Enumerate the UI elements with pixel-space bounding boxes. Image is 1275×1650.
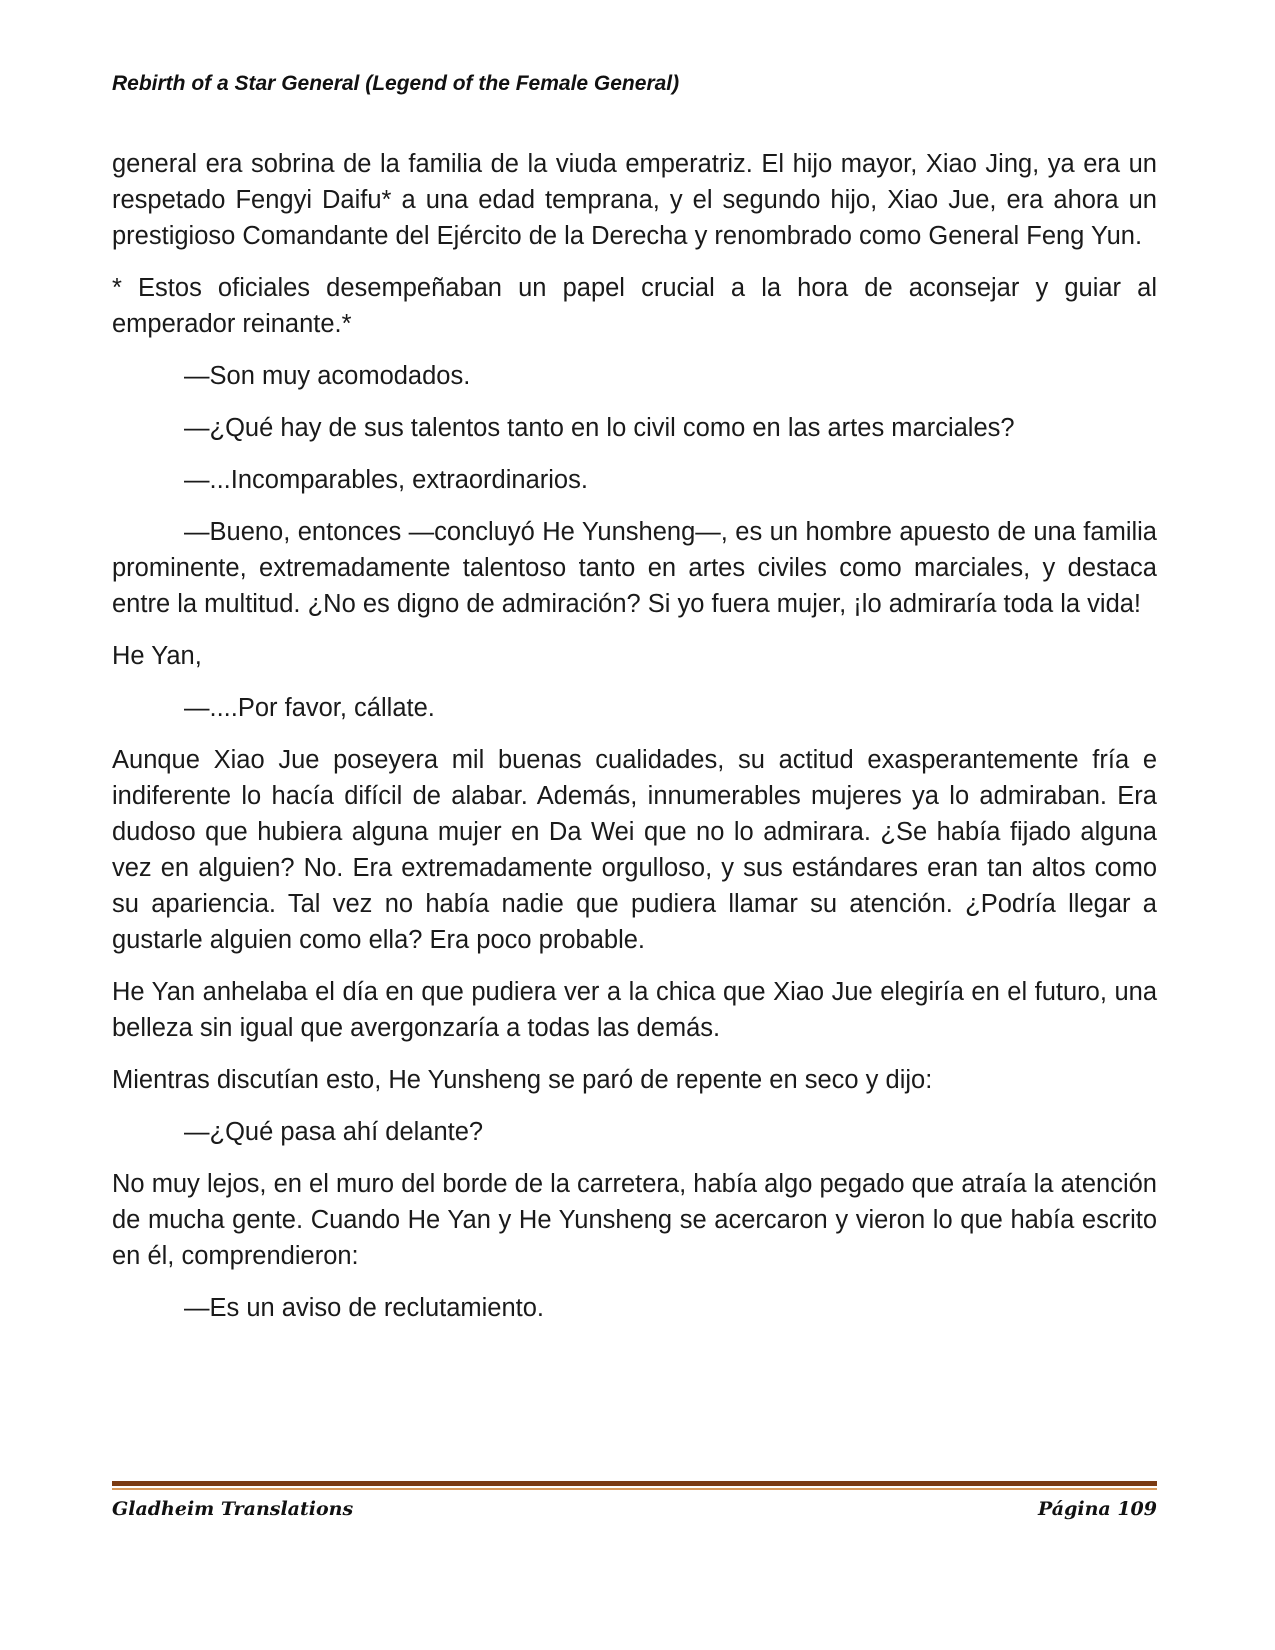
dialog-line: —....Por favor, cállate.	[184, 694, 435, 722]
page-footer	[112, 1498, 1157, 1520]
dialog-line: —Son muy acomodados.	[184, 362, 471, 390]
dialog-line: —Es un aviso de reclutamiento.	[184, 1294, 545, 1322]
dialog-line: —Bueno, entonces —concluyó He Yunsheng—, es un hombre apuesto de una familia prominente, extremadamente talentoso tanto en artes civiles como marciales, y destaca entre la multitud. ¿No es digno de admiración? Si yo fuera mujer, ¡lo admiraría toda la vida!	[112, 518, 1157, 618]
dialog-line: —¿Qué pasa ahí delante?	[184, 1118, 484, 1146]
footer-publisher: Gladheim Translations	[112, 1498, 354, 1520]
dialog-line: —¿Qué hay de sus talentos tanto en lo civil como en las artes marciales?	[184, 414, 1015, 442]
dialog-line: —...Incomparables, extraordinarios.	[184, 466, 588, 494]
paragraph: He Yan,	[112, 642, 202, 670]
paragraph: general era sobrina de la familia de la viuda emperatriz. El hijo mayor, Xiao Jing, ya era un respetado Fengyi Daifu* a una edad temprana, y el segundo hijo, Xiao Jue, era ahora un prestigioso Comandante del Ejército de la Derecha y renombrado como General Feng Yun.	[112, 150, 1157, 250]
paragraph: Mientras discutían esto, He Yunsheng se paró de repente en seco y dijo:	[112, 1066, 933, 1094]
footnote-paragraph: * Estos oficiales desempeñaban un papel crucial a la hora de aconsejar y guiar al emperador reinante.*	[112, 274, 1157, 338]
page-body	[112, 146, 1157, 1342]
paragraph: No muy lejos, en el muro del borde de la carretera, había algo pegado que atraía la atención de mucha gente. Cuando He Yan y He Yunsheng se acercaron y vieron lo que había escrito en él, comprendieron:	[112, 1170, 1157, 1270]
footer-divider-dark	[112, 1481, 1157, 1486]
footer-page-number: Página 109	[1038, 1498, 1157, 1520]
footer-divider-light	[112, 1488, 1157, 1490]
paragraph: He Yan anhelaba el día en que pudiera ver a la chica que Xiao Jue elegiría en el futuro, una belleza sin igual que avergonzaría a todas las demás.	[112, 978, 1157, 1042]
paragraph: Aunque Xiao Jue poseyera mil buenas cualidades, su actitud exasperantemente fría e indiferente lo hacía difícil de alabar. Además, innumerables mujeres ya lo admiraban. Era dudoso que hubiera alguna mujer en Da Wei que no lo admirara. ¿Se había fijado alguna vez en alguien? No. Era extremadamente orgulloso, y sus estándares eran tan altos como su apariencia. Tal vez no había nadie que pudiera llamar su atención. ¿Podría llegar a gustarle alguien como ella? Era poco probable.	[112, 746, 1157, 954]
page-header-title: Rebirth of a Star General (Legend of the Female General)	[112, 72, 680, 95]
